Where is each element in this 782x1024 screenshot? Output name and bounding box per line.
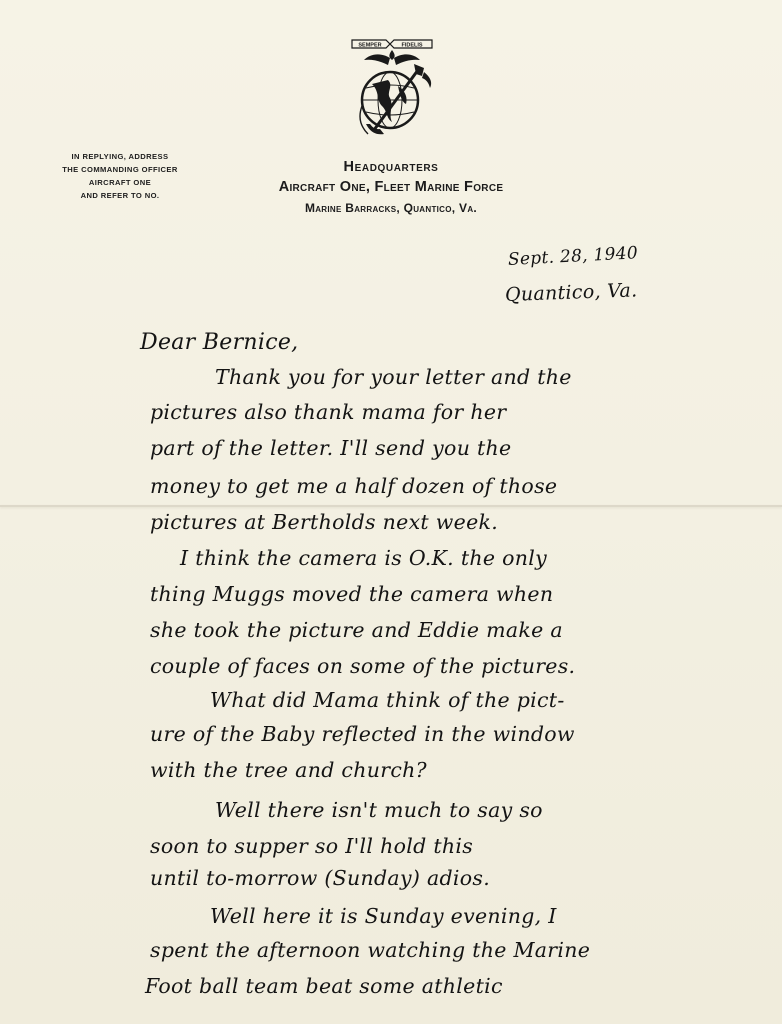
body-line: pictures at Bertholds next week.	[150, 510, 499, 534]
body-line: I think the camera is O.K. the only	[180, 546, 547, 570]
letterhead-title	[230, 157, 552, 219]
body-line: soon to supper so I'll hold this	[150, 834, 474, 858]
letterhead-line: Aircraft One, Fleet Marine Force	[278, 179, 504, 195]
body-line: Thank you for your letter and the	[215, 365, 572, 389]
body-line: Well there isn't much to say so	[215, 798, 543, 822]
body-line: money to get me a half dozen of those	[150, 474, 558, 498]
body-line: pictures also thank mama for her	[150, 400, 507, 424]
body-line: she took the picture and Eddie make a	[150, 618, 563, 642]
body-line: until to-morrow (Sunday) adios.	[150, 866, 491, 890]
reply-line: AIRCRAFT ONE	[88, 178, 152, 187]
body-line: ure of the Baby reflected in the window	[150, 722, 575, 746]
body-line: thing Muggs moved the camera when	[150, 582, 554, 606]
body-line: Foot ball team beat some athletic	[145, 974, 503, 998]
reply-line: THE COMMANDING OFFICER	[62, 165, 178, 174]
letter-date: Sept. 28, 1940	[507, 243, 639, 270]
body-line: Well here it is Sunday evening, I	[210, 904, 557, 928]
reply-line: IN REPLYING, ADDRESS	[71, 152, 169, 161]
svg-text:FIDELIS: FIDELIS	[401, 42, 423, 49]
body-line: part of the letter. I'll send you the	[150, 436, 512, 460]
reply-line: AND REFER TO NO.	[80, 191, 160, 200]
letterhead-line: Marine Barracks, Quantico, Va.	[304, 201, 478, 215]
body-line: spent the afternoon watching the Marine	[150, 938, 591, 962]
reply-instructions	[40, 150, 200, 202]
body-line: with the tree and church?	[150, 758, 427, 782]
letterhead-line: Headquarters	[343, 159, 439, 175]
salutation: Dear Bernice,	[140, 330, 299, 355]
eagle-globe-anchor-emblem	[342, 34, 442, 140]
body-line: couple of faces on some of the pictures.	[150, 654, 576, 678]
letter-place: Quantico, Va.	[504, 279, 638, 306]
svg-text:SEMPER: SEMPER	[358, 42, 382, 49]
body-line: What did Mama think of the pict-	[210, 688, 565, 712]
paper-fold-crease	[0, 505, 782, 507]
